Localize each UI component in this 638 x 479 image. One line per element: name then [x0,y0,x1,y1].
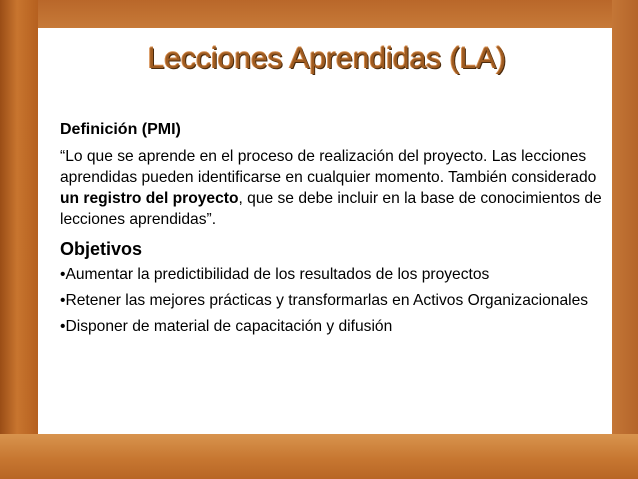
bottom-frame [0,434,638,479]
objective-text: Aumentar la predictibilidad de los resultados de los proyectos [65,266,490,283]
slide-title: Lecciones Aprendidas (LA) [147,42,507,75]
left-frame [0,0,38,479]
objective-text: Retener las mejores prácticas y transformarlas en Activos Organizacionales [65,292,589,309]
slide-content [60,120,605,342]
right-frame [612,0,638,479]
objectives-heading: Objetivos [60,239,143,259]
bullet-icon: • [60,318,66,335]
objective-text: Disponer de material de capacitación y difusión [65,318,393,335]
definition-text-part2: , que se debe incluir en la base de conocimientos de lecciones aprendidas”. [60,190,602,228]
bullet-icon: • [60,266,66,283]
objective-item [60,264,605,285]
objective-item [60,290,605,311]
top-frame [0,0,638,28]
definition-heading: Definición (PMI) [60,121,181,138]
bullet-icon: • [60,292,66,309]
definition-text [60,146,605,230]
objective-item [60,316,605,337]
definition-text-bold: un registro del proyecto [60,190,239,207]
definition-text-part1: “Lo que se aprende en el proceso de realización del proyecto. Las lecciones aprendidas pueden identificarse en cualquier momento. También considerado [60,148,597,186]
